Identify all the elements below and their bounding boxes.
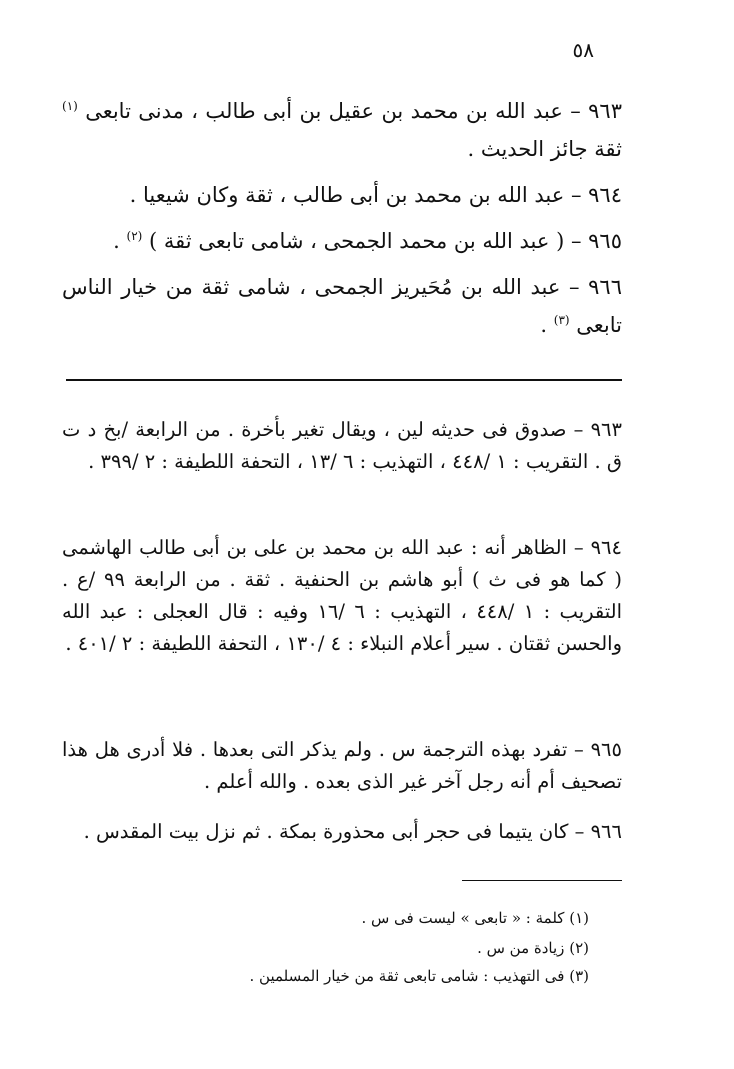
note-number: ٩٦٦	[590, 820, 622, 843]
note-number: ٩٦٤	[590, 536, 622, 559]
dash: –	[569, 275, 580, 299]
entry-text: ( عبد الله بن محمد الجمحى ، شامى تابعى ثقة )	[149, 229, 565, 253]
entry-964	[62, 176, 622, 214]
entry-text: عبد الله بن محمد بن أبى طالب ، ثقة وكان شيعيا .	[129, 183, 565, 207]
dash: –	[574, 820, 585, 843]
entry-number: ٩٦٤	[588, 183, 622, 207]
footnote-2	[69, 936, 589, 960]
entry-number: ٩٦٥	[588, 229, 622, 253]
footnote-ref: (١)	[62, 99, 78, 113]
note-text: الظاهر أنه : عبد الله بن محمد بن على بن أبى طالب الهاشمى ( كما هو فى ث ) أبو هاشم بن الحنفية . ثقة . من الرابعة ٩٩ /ع . التقريب : ١ /٤٤٨ ، التهذيب : ٦ /١٦ وفيه : قال العجلى : عبد الله والحسن ثقتان . سير أعلام النبلاء : ٤ /١٣٠ ، التحفة اللطيفة : ٢ /٤٠١ .	[62, 536, 622, 655]
entry-963	[62, 92, 622, 168]
separator-rule	[66, 379, 622, 381]
footnote-marker: (٣)	[569, 967, 589, 985]
note-966	[62, 816, 622, 848]
dash: –	[570, 229, 582, 253]
note-text: تفرد بهذه الترجمة س . ولم يذكر التى بعدها . فلا أدرى هل هذا تصحيف أم أنه رجل آخر غير الذى بعده . والله أعلم .	[62, 738, 622, 793]
entry-text-after: .	[540, 313, 548, 337]
note-964	[62, 532, 622, 660]
entry-number: ٩٦٣	[588, 99, 622, 123]
note-text: كان يتيما فى حجر أبى محذورة بمكة . ثم نزل بيت المقدس .	[83, 820, 569, 843]
entry-number: ٩٦٦	[588, 275, 622, 299]
footnote-ref: (٢)	[126, 229, 143, 243]
note-number: ٩٦٣	[590, 418, 622, 441]
entry-text: عبد الله بن مُحَيريز الجمحى ، شامى ثقة من خيار الناس تابعى	[62, 275, 622, 337]
footnote-marker: (١)	[569, 909, 589, 927]
dash: –	[570, 99, 581, 123]
footnote-text: كلمة : « تابعى » ليست فى س .	[361, 909, 565, 927]
footnote-text: زيادة من س .	[477, 939, 565, 957]
note-963	[62, 414, 622, 478]
footnote-text: فى التهذيب : شامى تابعى ثقة من خيار المسلمين .	[249, 967, 565, 985]
dash: –	[574, 738, 584, 761]
note-965	[62, 734, 622, 798]
page-number: ٥٨	[572, 38, 594, 62]
note-number: ٩٦٥	[590, 738, 622, 761]
entry-966	[62, 268, 622, 344]
entry-965	[62, 222, 622, 260]
footnote-1	[69, 906, 589, 930]
footnote-rule	[462, 880, 622, 881]
note-text: صدوق فى حديثه لين ، ويقال تغير بأخرة . من الرابعة /بخ د ت ق . التقريب : ١ /٤٤٨ ، التهذيب : ٦ /١٣ ، التحفة اللطيفة : ٢ /٣٩٩ .	[62, 418, 622, 473]
entry-text-after: .	[113, 229, 120, 253]
footnote-ref: (٣)	[553, 313, 570, 327]
entry-text: عبد الله بن محمد بن عقيل بن أبى طالب ، مدنى تابعى	[85, 99, 563, 123]
dash: –	[570, 183, 582, 207]
dash: –	[573, 418, 584, 441]
entry-text-after: ثقة جائز الحديث .	[467, 137, 622, 161]
footnote-marker: (٢)	[569, 939, 589, 957]
dash: –	[573, 536, 584, 559]
footnote-3	[69, 964, 589, 988]
